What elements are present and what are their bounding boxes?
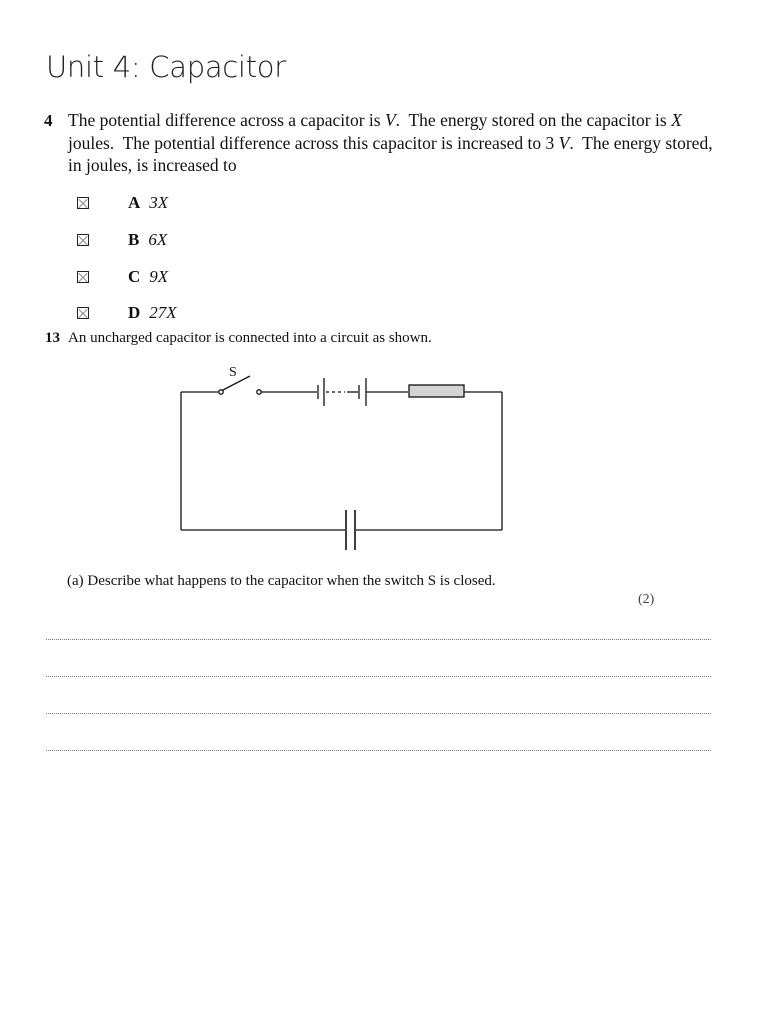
option-b-letter: B (128, 230, 140, 249)
question-13-text: An uncharged capacitor is connected into a circuit as shown. (68, 330, 432, 346)
switch-label: S (229, 365, 237, 380)
option-c-value: 9X (149, 267, 169, 286)
option-c-checkbox[interactable] (77, 271, 89, 283)
option-c[interactable] (77, 266, 168, 288)
option-b-value: 6X (148, 230, 168, 249)
option-c-letter: C (128, 267, 141, 286)
option-a-value: 3X (149, 193, 169, 212)
resistor (409, 385, 464, 397)
option-b-checkbox[interactable] (77, 234, 89, 246)
option-d-value: 27X (149, 303, 177, 322)
marks-label: (2) (638, 592, 655, 607)
option-a[interactable] (77, 192, 168, 214)
question-13-number: 13 (45, 330, 60, 346)
option-d[interactable] (77, 302, 177, 324)
switch-terminal-right (257, 390, 261, 394)
question-4-number: 4 (44, 111, 53, 130)
page-title: Unit 4: Capacitor (46, 50, 286, 84)
option-a-checkbox[interactable] (77, 197, 89, 209)
answer-line-2[interactable] (46, 676, 711, 677)
circuit-diagram (170, 360, 515, 555)
option-b[interactable] (77, 229, 167, 251)
option-d-letter: D (128, 303, 141, 322)
answer-line-3[interactable] (46, 713, 711, 714)
answer-line-4[interactable] (46, 750, 711, 751)
question-4-text: The potential difference across a capacitor is V. The energy stored on the capacitor is X joules. The potential difference across this capacitor is increased to 3 V. The energy stored, in joules, is increased to (68, 110, 713, 175)
question-13-part-a: (a) Describe what happens to the capacitor when the switch S is closed. (67, 573, 496, 589)
answer-line-1[interactable] (46, 639, 711, 640)
option-a-letter: A (128, 193, 141, 212)
option-d-checkbox[interactable] (77, 307, 89, 319)
